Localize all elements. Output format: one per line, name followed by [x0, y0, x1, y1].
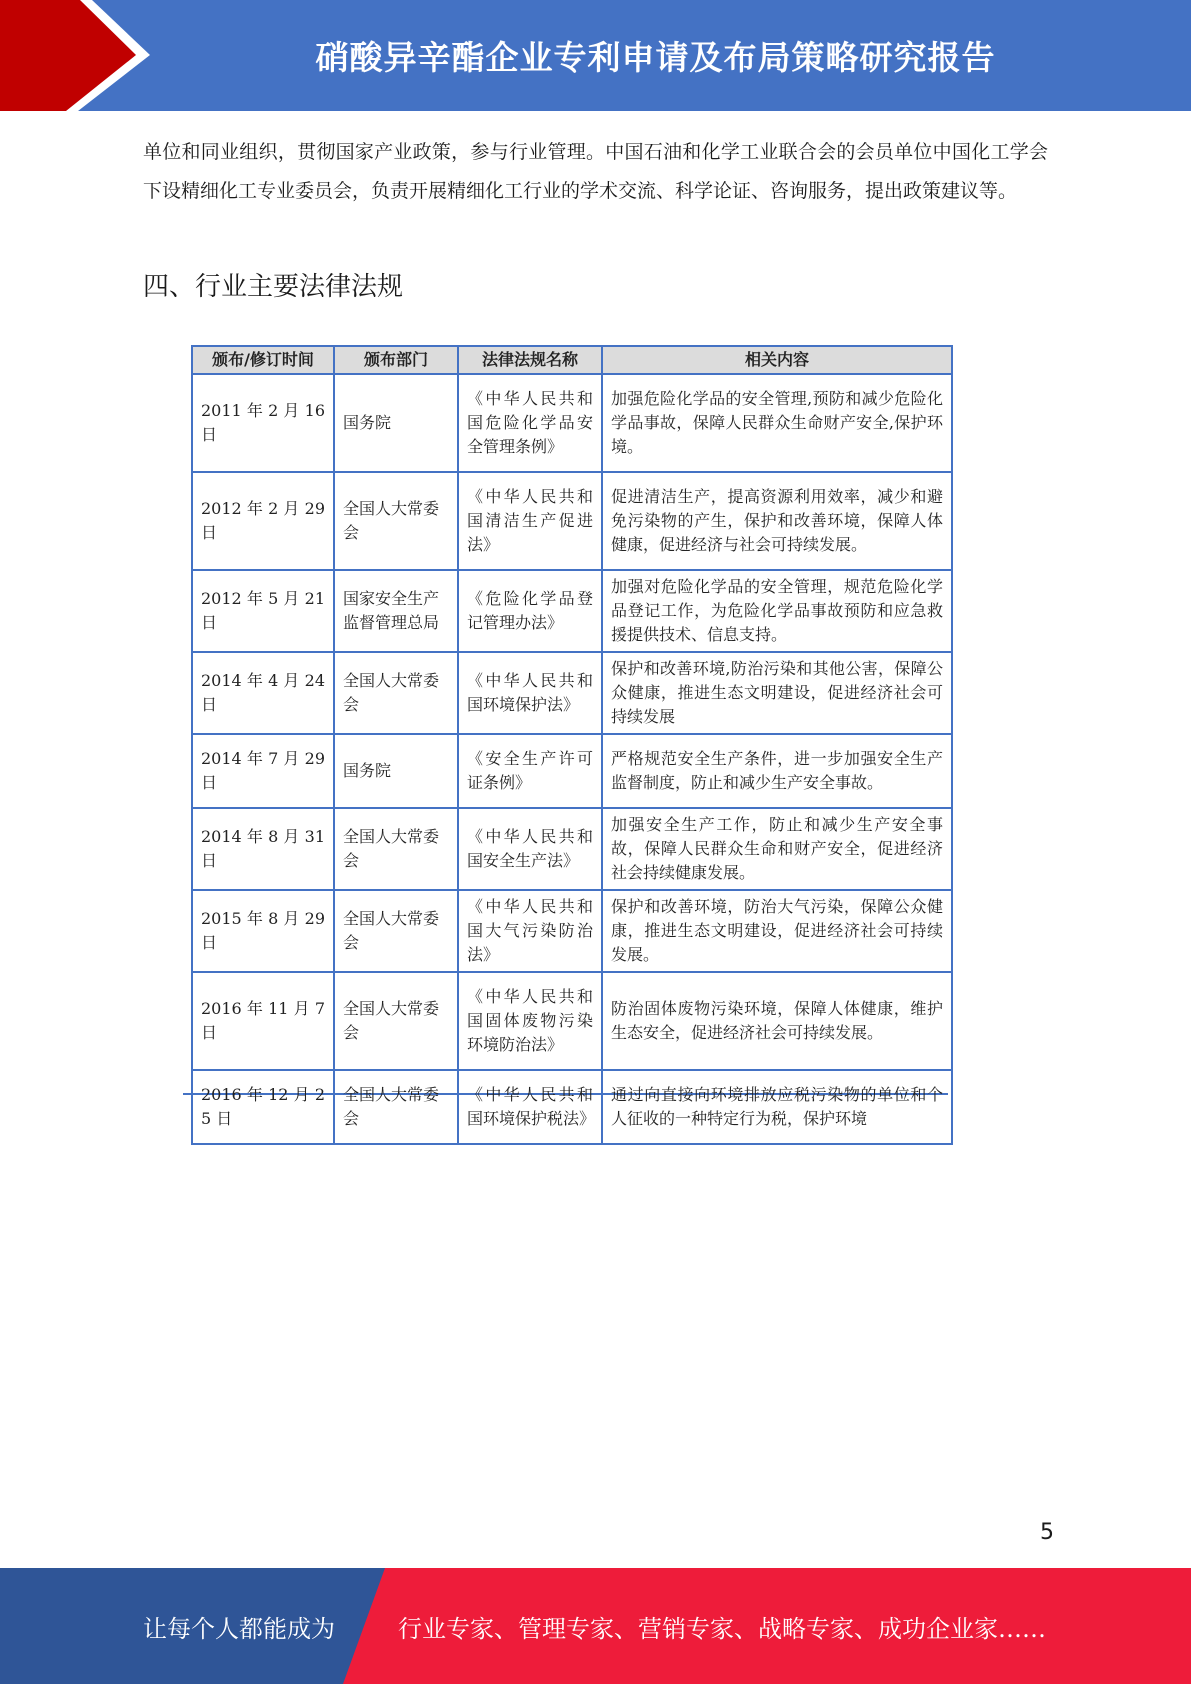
header-chevron-decoration	[0, 0, 160, 111]
table-row	[192, 374, 952, 472]
cell-department: 全国人大常委会	[334, 472, 458, 570]
cell-date: 2011 年 2 月 16 日	[192, 374, 334, 472]
table-row	[192, 1070, 952, 1144]
cell-law-name: 《中华人民共和国安全生产法》	[458, 808, 602, 890]
cell-content: 保护和改善环境,防治污染和其他公害，保障公众健康，推进生态文明建设，促进经济社会可持续发展	[602, 652, 952, 734]
cell-content: 加强危险化学品的安全管理,预防和减少危险化学品事故，保障人民群众生命财产安全,保护环境。	[602, 374, 952, 472]
page-header	[0, 0, 1191, 111]
page-footer	[0, 1568, 1191, 1684]
cell-date: 2016 年 12 月 25 日	[192, 1070, 334, 1144]
cell-department: 全国人大常委会	[334, 890, 458, 972]
cell-law-name: 《中华人民共和国危险化学品安全管理条例》	[458, 374, 602, 472]
table-row	[192, 890, 952, 972]
table-row	[192, 734, 952, 808]
table-row	[192, 472, 952, 570]
column-header-law-name: 法律法规名称	[458, 346, 602, 374]
cell-content: 防治固体废物污染环境，保障人体健康，维护生态安全，促进经济社会可持续发展。	[602, 972, 952, 1070]
table-row	[192, 972, 952, 1070]
regulations-table-container	[183, 345, 948, 1128]
cell-law-name: 《中华人民共和国环境保护法》	[458, 652, 602, 734]
section-heading: 四、行业主要法律法规	[143, 272, 404, 302]
footer-slogan-left: 让每个人都能成为	[143, 1614, 335, 1643]
cell-date: 2014 年 4 月 24 日	[192, 652, 334, 734]
cell-content: 通过向直接向环境排放应税污染物的单位和个人征收的一种特定行为税，保护环境	[602, 1070, 952, 1144]
page-number: 5	[1040, 1520, 1054, 1545]
cell-date: 2014 年 7 月 29 日	[192, 734, 334, 808]
cell-law-name: 《中华人民共和国固体废物污染环境防治法》	[458, 972, 602, 1070]
cell-content: 加强对危险化学品的安全管理，规范危险化学品登记工作，为危险化学品事故预防和应急救援提供技术、信息支持。	[602, 570, 952, 652]
footer-slogan-right: 行业专家、管理专家、营销专家、战略专家、成功企业家……	[398, 1614, 1046, 1643]
report-title: 硝酸异辛酯企业专利申请及布局策略研究报告	[315, 38, 996, 77]
regulations-table	[191, 345, 953, 1145]
column-header-content: 相关内容	[602, 346, 952, 374]
cell-department: 全国人大常委会	[334, 652, 458, 734]
cell-law-name: 《危险化学品登记管理办法》	[458, 570, 602, 652]
table-row	[192, 652, 952, 734]
column-header-department: 颁布部门	[334, 346, 458, 374]
table-row	[192, 570, 952, 652]
cell-content: 严格规范安全生产条件，进一步加强安全生产监督制度，防止和减少生产安全事故。	[602, 734, 952, 808]
cell-content: 促进清洁生产，提高资源利用效率，减少和避免污染物的产生，保护和改善环境，保障人体健康，促进经济与社会可持续发展。	[602, 472, 952, 570]
cell-law-name: 《中华人民共和国清洁生产促进法》	[458, 472, 602, 570]
table-row	[192, 808, 952, 890]
body-paragraph: 单位和同业组织，贯彻国家产业政策，参与行业管理。中国石油和化学工业联合会的会员单位中国化工学会下设精细化工专业委员会，负责开展精细化工行业的学术交流、科学论证、咨询服务，提出政策建议等。	[143, 141, 1048, 202]
cell-department: 全国人大常委会	[334, 1070, 458, 1144]
cell-date: 2016 年 11 月 7 日	[192, 972, 334, 1070]
cell-law-name: 《安全生产许可证条例》	[458, 734, 602, 808]
cell-content: 加强安全生产工作，防止和减少生产安全事故，保障人民群众生命和财产安全，促进经济社会持续健康发展。	[602, 808, 952, 890]
cell-date: 2015 年 8 月 29 日	[192, 890, 334, 972]
cell-department: 全国人大常委会	[334, 972, 458, 1070]
cell-department: 全国人大常委会	[334, 808, 458, 890]
cell-date: 2012 年 2 月 29 日	[192, 472, 334, 570]
cell-content: 保护和改善环境，防治大气污染，保障公众健康，推进生态文明建设，促进经济社会可持续发展。	[602, 890, 952, 972]
cell-law-name: 《中华人民共和国大气污染防治法》	[458, 890, 602, 972]
cell-department: 国务院	[334, 374, 458, 472]
cell-law-name: 《中华人民共和国环境保护税法》	[458, 1070, 602, 1144]
table-header-row	[192, 346, 952, 374]
cell-department: 国家安全生产监督管理总局	[334, 570, 458, 652]
column-header-date: 颁布/修订时间	[192, 346, 334, 374]
cell-department: 国务院	[334, 734, 458, 808]
cell-date: 2012 年 5 月 21 日	[192, 570, 334, 652]
cell-date: 2014 年 8 月 31 日	[192, 808, 334, 890]
